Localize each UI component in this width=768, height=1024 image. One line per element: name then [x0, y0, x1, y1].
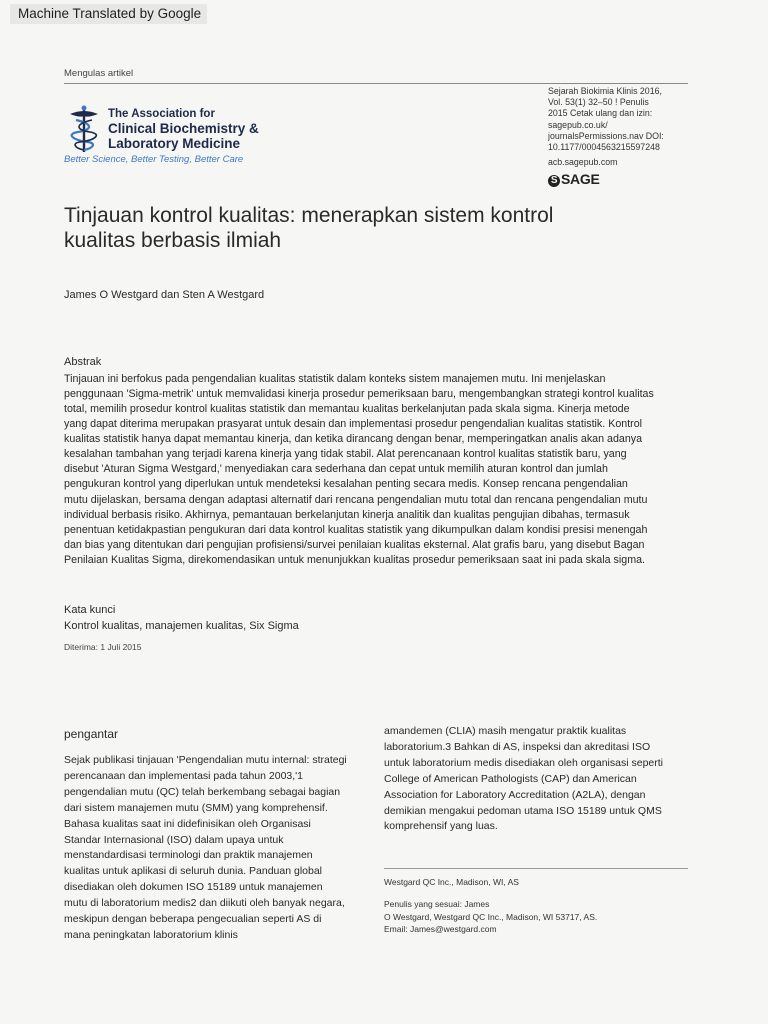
corresp-email[interactable]: Email: James@westgard.com: [384, 924, 497, 934]
logo-line-3: Laboratory Medicine: [108, 136, 241, 151]
section-heading-introduction: pengantar: [64, 727, 119, 741]
abstract-heading: Abstrak: [64, 356, 102, 368]
body-line: Sejak publikasi tinjauan 'Pengendalian mutu internal: strategi: [64, 754, 347, 766]
abstract-line: total, memilih prosedur kontrol kualitas statistik dan memantau kualitas berkelanjutan pada skala sigma. Kinerja metode: [64, 403, 630, 416]
logo-line-1: The Association for: [108, 108, 215, 120]
abstract-line: individual berbasis risiko. Akhirnya, pemantauan berkelanjutan kinerja analitik dan kualitas pengujian dibahas, termasuk: [64, 508, 630, 521]
body-line: meskipun dengan beberapa pengecualian seperti AS di: [64, 913, 322, 926]
keywords-list: Kontrol kualitas, manajemen kualitas, Six Sigma: [64, 620, 299, 632]
body-column-left: [64, 753, 364, 944]
abstract-line: Tinjauan ini berfokus pada pengendalian kualitas statistik dalam konteks sistem manajemen mutu. Ini menjelaskan: [64, 373, 606, 385]
abstract-line: mutu dijelaskan, bersama dengan adaptasi alternatif dari rencana pengendalian mutu total dan rencana pengendalian mutu: [64, 493, 648, 506]
article-title: [64, 203, 664, 253]
abstract-line: disebut 'Aturan Sigma Westgard,' menyediakan cara sederhana dan cepat untuk memilih aturan kontrol dan jumlah: [64, 463, 608, 476]
abstract-line: penggunaan 'Sigma-metrik' untuk memvalidasi kinerja prosedur pemeriksaan baru, mengembangkan strategi kontrol kualitas: [64, 388, 654, 401]
body-line: demikian mengakui pedoman utama ISO 15189 untuk QMS: [384, 804, 662, 817]
corresponding-author: [384, 898, 597, 936]
body-line: Bahasa kualitas saat ini didefinisikan oleh Organisasi: [64, 817, 311, 830]
sage-wordmark: SAGE: [561, 171, 600, 187]
body-line: menstandardisasi terminologi dan praktik manajemen: [64, 849, 313, 862]
citation-line: 10.1177/0004563215597248: [548, 142, 660, 153]
body-column-right: [384, 724, 694, 835]
sage-s-icon: S: [548, 175, 560, 187]
citation-line: journalsPermissions.nav DOI:: [548, 130, 664, 141]
author-affiliation: Westgard QC Inc., Madison, WI, AS: [384, 877, 519, 887]
body-line: disediakan oleh dokumen ISO 15189 untuk manajemen: [64, 881, 323, 894]
body-line: komprehensif yang luas.: [384, 820, 498, 833]
body-line: College of American Pathologists (CAP) dan American: [384, 772, 637, 785]
title-line: Tinjauan kontrol kualitas: menerapkan sistem kontrol: [64, 204, 554, 227]
received-date: Diterima: 1 Juli 2015: [64, 642, 142, 652]
body-line: dari sistem manajemen mutu (SMM) yang komprehensif.: [64, 801, 328, 814]
abstract-text: [64, 372, 694, 568]
citation-line: 2015 Cetak ulang dan izin:: [548, 108, 653, 119]
title-line: kualitas berbasis ilmiah: [64, 229, 282, 252]
body-line: mana peningkatan laboratorium klinis: [64, 928, 238, 941]
body-line: pengendalian mutu (QC) telah berkembang sebagai bagian: [64, 785, 341, 798]
acb-logo: [64, 104, 324, 170]
abstract-line: kualitas statistik hanya dapat memantau kinerja, dan ketika dirancang dengan benar, memperingatkan analis akan adanya: [64, 433, 643, 446]
machine-translation-banner: Machine Translated by Google: [10, 4, 207, 24]
journal-website-link[interactable]: acb.sagepub.com: [548, 157, 618, 168]
body-line: perencanaan dan implementasi pada tahun 2003,'1: [64, 769, 304, 782]
body-line: Standar Internasional (ISO) dalam upaya untuk: [64, 833, 284, 846]
sage-logo: [548, 171, 599, 187]
corresp-line: Penulis yang sesuai: James: [384, 899, 490, 909]
body-line: laboratorium.3 Bahkan di AS, inspeksi dan akreditasi ISO: [384, 740, 651, 753]
footnote-divider: [384, 868, 688, 869]
abstract-line: dan bias yang ditentukan dari pengujian profisiensi/survei penilaian kualitas eksternal. Alat grafis baru, yang disebut Bagan: [64, 538, 645, 551]
corresp-line: O Westgard, Westgard QC Inc., Madison, WI 53717, AS.: [384, 911, 598, 922]
citation-line: Vol. 53(1) 32–50 ! Penulis: [548, 97, 649, 108]
keywords-heading: Kata kunci: [64, 604, 116, 616]
caduceus-icon: [64, 104, 104, 154]
body-line: mutu di laboratorium medis2 dan diikuti oleh banyak negara,: [64, 897, 345, 910]
logo-line-2: Clinical Biochemistry &: [108, 121, 259, 136]
abstract-line: yang dapat diterima merupakan prasyarat untuk desain dan implementasi prosedur pengendalian kualitas statistik. Kontrol: [64, 418, 643, 431]
abstract-line: Penilaian Kualitas Sigma, direkomendasikan untuk menunjukkan kualitas prosedur pemeriksaan saat ini pada skala sigma.: [64, 553, 646, 566]
logo-tagline: Better Science, Better Testing, Better Care: [64, 154, 244, 165]
abstract-line: kesalahan tambahan yang terjadi karena kinerja yang tidak stabil. Alat perencanaan kontrol kualitas statistik baru, yang: [64, 448, 627, 461]
body-line: Association for Laboratory Accreditation (A2LA), dengan: [384, 788, 646, 801]
article-type-label: Mengulas artikel: [64, 68, 134, 79]
citation-line: Sejarah Biokimia Klinis 2016,: [548, 86, 662, 96]
citation-line: sagepub.co.uk/: [548, 119, 608, 130]
abstract-line: pengukuran kontrol yang diperlukan untuk mendeteksi kesalahan penting secara medis. Konsep rencana pengendalian: [64, 478, 628, 491]
header-divider: [64, 83, 688, 84]
abstract-line: penentuan ketidakpastian pengukuran dari data kontrol kualitas statistik yang dikumpulkan dalam kondisi presisi menengah: [64, 523, 648, 536]
body-line: kualitas untuk aplikasi di seluruh dunia. Panduan global: [64, 865, 323, 878]
body-line: amandemen (CLIA) masih mengatur praktik kualitas: [384, 725, 627, 737]
author-list: James O Westgard dan Sten A Westgard: [64, 289, 265, 301]
body-line: untuk laboratorium medis disediakan oleh organisasi seperti: [384, 756, 663, 769]
citation-block: [548, 86, 698, 168]
